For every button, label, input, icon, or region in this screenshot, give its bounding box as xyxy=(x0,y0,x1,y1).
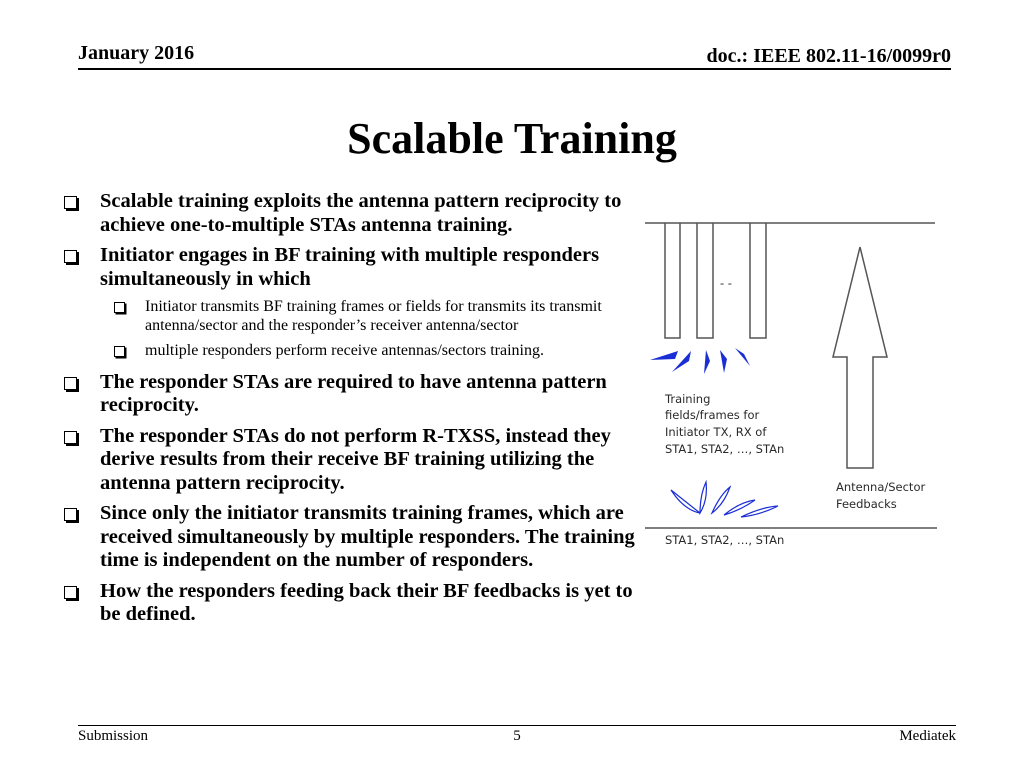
bullet-list xyxy=(62,190,652,634)
bullet-1-text: Scalable training exploits the antenna pattern reciprocity to achieve one-to-multiple STAs antenna training. xyxy=(100,190,622,236)
checkbox-bullet-icon xyxy=(114,346,125,357)
bullet-1 xyxy=(62,190,652,237)
feedback-label-2: Feedbacks xyxy=(836,497,897,511)
header-date: January 2016 xyxy=(78,42,195,64)
checkbox-bullet-icon xyxy=(64,196,77,209)
feedback-label-1: Antenna/Sector xyxy=(836,480,926,494)
bullet-6 xyxy=(62,580,652,627)
feedback-arrow-icon xyxy=(833,247,887,468)
bullet-4 xyxy=(62,425,652,496)
scalable-training-diagram xyxy=(640,210,940,560)
sub-bullet-1 xyxy=(62,298,652,335)
training-label-3: Initiator TX, RX of xyxy=(665,425,767,439)
checkbox-bullet-icon xyxy=(114,302,125,313)
checkbox-bullet-icon xyxy=(64,377,77,390)
tx-beams-icon xyxy=(650,348,750,374)
footer-submission: Submission xyxy=(78,728,149,744)
bullet-5 xyxy=(62,502,652,573)
checkbox-bullet-icon xyxy=(64,250,77,263)
footer-company: Mediatek xyxy=(899,728,956,744)
rx-beams-icon xyxy=(671,482,778,517)
bullet-3 xyxy=(62,371,652,418)
checkbox-bullet-icon xyxy=(64,508,77,521)
sub-bullet-1-text: Initiator transmits BF training frames or fields for transmits its transmit antenna/sector and the responder’s receiver antenna/sector xyxy=(145,298,602,334)
sta-label: STA1, STA2, …, STAn xyxy=(665,533,785,547)
bullet-6-text: How the responders feeding back their BF feedbacks is yet to be defined. xyxy=(100,579,633,625)
sub-bullet-2 xyxy=(62,342,652,361)
footer-page-number: 5 xyxy=(513,728,521,744)
footer-rule xyxy=(78,725,956,726)
checkbox-bullet-icon xyxy=(64,586,77,599)
training-frames-bars xyxy=(665,223,766,338)
bullet-2-text: Initiator engages in BF training with multiple responders simultaneously in which xyxy=(100,244,600,290)
bullet-2 xyxy=(62,244,652,291)
checkbox-bullet-icon xyxy=(64,431,77,444)
bullet-4-text: The responder STAs do not perform R-TXSS, instead they derive results from their receive BF training utilizing the antenna pattern reciprocity. xyxy=(100,424,611,494)
training-label-4: STA1, STA2, …, STAn xyxy=(665,442,785,456)
bullet-5-text: Since only the initiator transmits training frames, which are received simultaneously by multiple responders. The training time is independent on the number of responders. xyxy=(100,502,635,571)
header-doc-id: doc.: IEEE 802.11-16/0099r0 xyxy=(706,45,951,67)
sub-bullet-2-text: multiple responders perform receive antennas/sectors training. xyxy=(145,342,544,359)
slide-title: Scalable Training xyxy=(347,114,677,163)
bullet-3-text: The responder STAs are required to have antenna pattern reciprocity. xyxy=(100,370,607,416)
dashes-label: - - xyxy=(720,276,732,290)
training-label-2: fields/frames for xyxy=(665,408,760,422)
header-rule xyxy=(78,68,951,70)
training-label-1: Training xyxy=(665,392,711,406)
